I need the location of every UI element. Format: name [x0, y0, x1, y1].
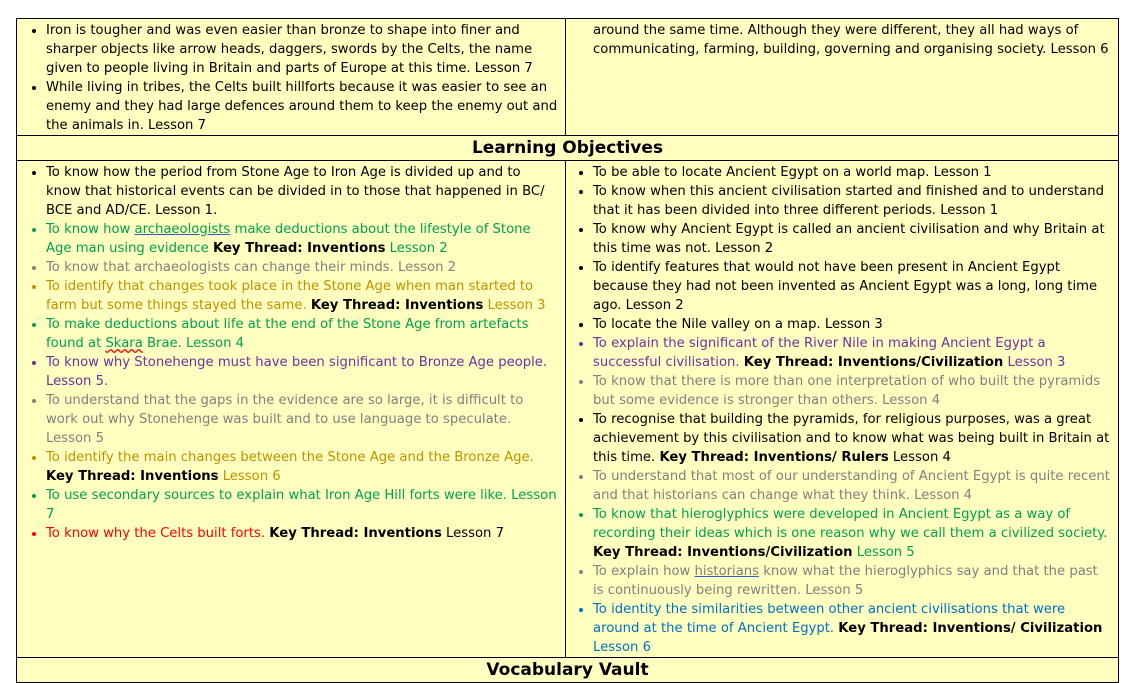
- list-item: • To know how archaeologists make deductions about the lifestyle of Stone Age man using evidence Key Thread: Inventions Lesson 2: [46, 220, 559, 258]
- list-item: • To understand that most of our understanding of Ancient Egypt is quite recent and that historians can change what they think. Lesson 4: [593, 467, 1112, 505]
- list-item: • To know why Ancient Egypt is called an ancient civilisation and why Britain at this time was not. Lesson 2: [593, 220, 1112, 258]
- learning-objectives-header: Learning Objectives: [17, 136, 1119, 161]
- curriculum-table: [16, 18, 1119, 683]
- knowledge-right-text: around the same time. Although they were different, they all had ways of communicating, farming, building, governing and organising society. Lesson 6: [593, 23, 1109, 57]
- archaeologists-word: archaeologists: [134, 222, 231, 237]
- list-item: • To identify that changes took place in the Stone Age when man started to farm but some things stayed the same. Key Thread: Inventions Lesson 3: [46, 277, 559, 315]
- list-item: • To know that there is more than one interpretation of who built the pyramids but some evidence is stronger than others. Lesson 4: [593, 372, 1112, 410]
- key-thread-label: Key Thread: Inventions/Civilization: [593, 545, 853, 560]
- key-thread-label: Key Thread: Inventions/ Rulers: [659, 450, 889, 465]
- list-item: • To use secondary sources to explain what Iron Age Hill forts were like. Lesson 7: [46, 486, 559, 524]
- knowledge-left-list: [17, 21, 565, 135]
- list-item: • To identify the main changes between the Stone Age and the Bronze Age. Key Thread: Inventions Lesson 6: [46, 448, 559, 486]
- list-item: • To identify features that would not have been present in Ancient Egypt because they had not been invented as Ancient Egypt was a long, long time ago. Lesson 2: [593, 258, 1112, 315]
- list-item: • To understand that the gaps in the evidence are so large, it is difficult to work out why Stonehenge was built and to use language to speculate. Lesson 5: [46, 391, 559, 448]
- skara-word: Skara: [105, 336, 143, 351]
- key-thread-label: Key Thread: Inventions/ Civilization: [838, 621, 1103, 636]
- knowledge-left-cell: [17, 19, 566, 136]
- objectives-left-cell: [17, 161, 566, 658]
- list-item: • Iron is tougher and was even easier than bronze to shape into finer and sharper objects like arrow heads, daggers, swords by the Celts, the name given to people living in Britain and parts of Europe at this time. Lesson 7: [46, 21, 559, 78]
- list-item: • To explain the significant of the River Nile in making Ancient Egypt a successful civilisation. Key Thread: Inventions/Civilization Lesson 3: [593, 334, 1112, 372]
- list-item: • To locate the Nile valley on a map. Lesson 3: [593, 315, 1112, 334]
- objectives-right-list: [566, 163, 1118, 657]
- key-thread-label: Key Thread: Inventions: [269, 526, 442, 541]
- key-thread-label: Key Thread: Inventions: [212, 241, 386, 256]
- objectives-right-cell: [566, 161, 1119, 658]
- list-item: • To know that hieroglyphics were developed in Ancient Egypt as a way of recording their ideas which is one reason why we call them a civilized society. Key Thread: Inventions/Civilization Lesson 5: [593, 505, 1112, 562]
- list-item: • To know when this ancient civilisation started and finished and to understand that it has been divided into three different periods. Lesson 1: [593, 182, 1112, 220]
- key-thread-label: Key Thread: Inventions: [46, 469, 219, 484]
- historians-word: historians: [694, 564, 760, 579]
- vocabulary-vault-header: Vocabulary Vault: [17, 658, 1119, 683]
- list-item: • To know why Stonehenge must have been significant to Bronze Age people. Lesson 5.: [46, 353, 559, 391]
- objectives-left-list: [17, 163, 565, 543]
- key-thread-label: Key Thread: Inventions: [310, 298, 484, 313]
- list-item: • To know that archaeologists can change their minds. Lesson 2: [46, 258, 559, 277]
- key-thread-label: Key Thread: Inventions/Civilization: [743, 355, 1004, 370]
- knowledge-right-cell: [566, 19, 1119, 136]
- list-item: • To recognise that building the pyramids, for religious purposes, was a great achievement by this civilisation and to know what was being built in Britain at this time. Key Thread: Inventions/ Rulers Lesson 4: [593, 410, 1112, 467]
- list-item: • To be able to locate Ancient Egypt on a world map. Lesson 1: [593, 163, 1112, 182]
- list-item: • To know why the Celts built forts. Key Thread: Inventions Lesson 7: [46, 524, 559, 543]
- list-item: • To make deductions about life at the end of the Stone Age from artefacts found at Skara Brae. Lesson 4: [46, 315, 559, 353]
- list-item: • To identity the similarities between other ancient civilisations that were around at the time of Ancient Egypt. Key Thread: Inventions/ Civilization Lesson 6: [593, 600, 1112, 657]
- list-item: • While living in tribes, the Celts built hillforts because it was easier to see an enemy and they had large defences around them to keep the enemy out and the animals in. Lesson 7: [46, 78, 559, 135]
- list-item: • To explain how historians know what the hieroglyphics say and that the past is continuously being rewritten. Lesson 5: [593, 562, 1112, 600]
- list-item: • To know how the period from Stone Age to Iron Age is divided up and to know that historical events can be divided in to those that happened in BC/ BCE and AD/CE. Lesson 1.: [46, 163, 559, 220]
- curriculum-table-page: [16, 18, 1118, 683]
